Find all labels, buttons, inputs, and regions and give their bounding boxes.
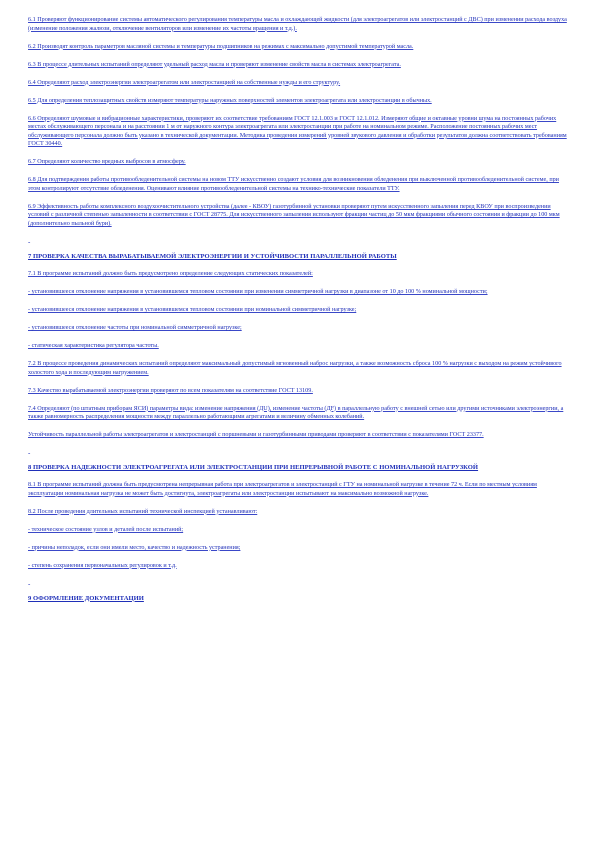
paragraph-6-2[interactable]: 6.2 Производят контроль параметров масляной системы и температуры подшипников на режимах с максимально допустимой температурой масла. xyxy=(28,43,414,50)
list-item-7-1-b[interactable]: - установившееся отклонение напряжения в установившемся тепловом состоянии при номинальной симметричной нагрузке; xyxy=(28,306,357,313)
paragraph-6-7[interactable]: 6.7 Определяют количество вредных выбросов в атмосферу. xyxy=(28,159,186,166)
list-item-8-2-a[interactable]: - техническое состояние узлов и деталей после испытаний; xyxy=(28,526,184,533)
paragraph-8-2[interactable]: 8.2 После проведения длительных испытаний технической инспекцией устанавливают: xyxy=(28,508,258,515)
list-item-7-1-c[interactable]: - установившееся отклонение частоты при номинальной симметричной нагрузке; xyxy=(28,324,242,331)
paragraph-7-3[interactable]: 7.3 Качество вырабатываемой электроэнергии проверяют по всем показателям на соответствие ГОСТ 13109. xyxy=(28,387,313,394)
paragraph-7-1[interactable]: 7.1 В программе испытаний должно быть предусмотрено определение следующих статических показателей: xyxy=(28,271,313,278)
paragraph-6-6[interactable]: 6.6 Определяют шумовые и вибрационные характеристики, проверяют их соответствие требованиям ГОСТ 12.1.003 и ГОСТ 12.1.012. Измеряют общие и октавные уровни шума на постоянных рабочих местах обслуживающего персонала и на расстоянии 1 м от наружного контура электроагрегата или электростанции при работе на номинальном режиме. Расположение постоянных рабочих мест обслуживающего персонала должно быть указано в технической документации. Методика проведения измерений уровней звукового давления и обработки результатов должна соответствовать требованиям ГОСТ 30440. xyxy=(28,115,567,148)
list-item-8-2-b[interactable]: - причины неполадок, если они имели место, качество и надежность устранения; xyxy=(28,544,241,551)
separator-dash: - xyxy=(28,579,31,588)
separator-dash: - xyxy=(28,238,31,247)
paragraph-6-3[interactable]: 6.3 В процессе длительных испытаний определяют удельный расход масла и проверяют изменение свойств масла в системах электроагрегата. xyxy=(28,61,401,68)
separator-dash: - xyxy=(28,449,31,458)
section-9-heading[interactable]: 9 ОФОРМЛЕНИЕ ДОКУМЕНТАЦИИ xyxy=(28,594,144,602)
paragraph-7-2[interactable]: 7.2 В процессе проведения динамических испытаний определяют максимальный допустимый мгновенный наброс нагрузки, а также возможность сброса 100 % нагрузки с выходом на режим устойчивого холостого хода и последующим нагружением. xyxy=(28,360,562,376)
paragraph-8-1[interactable]: 8.1 В программе испытаний должна быть предусмотрена непрерывная работа при электроагрегатов и электростанций с ГТУ на номинальной нагрузке в течение 72 ч. Если по местным условиям эксплуатации номинальная нагрузка не может быть достигнута, электроагрегаты или электростанции испытывают на максимально возможной нагрузке. xyxy=(28,482,537,497)
paragraph-6-8[interactable]: 6.8 Для подтверждения работы противообледенительной системы на новом ТТУ искусственно создают условия для возникновения обледенения при выключенной противообледенительной системе, при этом контролируют отсутствие обледенения. Оценивают влияние противообледенительной системы на технико-технические показатели ТТУ. xyxy=(28,177,559,192)
paragraph-7-parallel[interactable]: Устойчивость параллельной работы электроагрегатов и электростанций с поршневыми и газотурбинными приводами проверяют в соответствии с показателями ГОСТ 23377. xyxy=(28,432,484,439)
paragraph-6-4[interactable]: 6.4 Определяют расход электроэнергии электроагрегатом или электростанцией на собственные нужды и его структуру. xyxy=(28,79,341,86)
section-8-heading[interactable]: 8 ПРОВЕРКА НАДЕЖНОСТИ ЭЛЕКТРОАГРЕГАТА ИЛИ ЭЛЕКТРОСТАНЦИИ ПРИ НЕПРЕРЫВНОЙ РАБОТЕ С НОМИНАЛЬНОЙ НАГРУЗКОЙ xyxy=(28,464,479,472)
list-item-7-1-d[interactable]: - статическая характеристика регулятора частоты. xyxy=(28,342,159,349)
list-item-7-1-a[interactable]: - установившееся отклонение напряжения в установившемся тепловом состоянии при изменении симметричной нагрузки в диапазоне от 10 до 100 % номинальной мощности; xyxy=(28,289,488,295)
paragraph-6-1[interactable]: 6.1 Проверяют функционирование системы автоматического регулирования температуры масла и охлаждающей жидкости (для электроагрегатов или электростанций с ДВС) при изменении расхода воздуха (изменение положения жалюзи, отключение вентиляторов или изменение их частоты вращения и т.д.). xyxy=(28,17,567,32)
section-7-heading[interactable]: 7 ПРОВЕРКА КАЧЕСТВА ВЫРАБАТЫВАЕМОЙ ЭЛЕКТРОЭНЕРГИИ И УСТОЙЧИВОСТИ ПАРАЛЛЕЛЬНОЙ РАБОТЫ xyxy=(28,253,397,261)
paragraph-6-9[interactable]: 6.9 Эффективность работы комплексного воздухоочистительного устройства (далее - КВОУ) газотурбинной установки проверяют путем искусственного запыления перед КВОУ при воспроизведении условий с различной степенью запыленности в соответствии с ГОСТ 28775. Для искусственного запыления используют фракции частиц до 50 мкм фракциями обычного состояния и фракции до 100 мкм (дополнительно пыльной бури). xyxy=(28,203,560,228)
paragraph-6-5[interactable]: 6.5 Для определения теплозащитных свойств измеряют температуры наружных поверхностей элементов электроагрегата или электростанции в обычных. xyxy=(28,97,432,104)
list-item-8-2-c[interactable]: - степень сохранения первоначальных регулировок и т.д. xyxy=(28,562,177,569)
paragraph-7-4[interactable]: 7.4 Определяют (по штатным приборам ЯСИ) параметры вида: изменение напряжения (ДU), изменение частоты (ДF) в параллельную работу с внешней сетью или другими источниками электроэнергии, а также равномерность распределения мощности между параллельно работающими агрегатами и величину обменных колебаний. xyxy=(28,405,564,421)
